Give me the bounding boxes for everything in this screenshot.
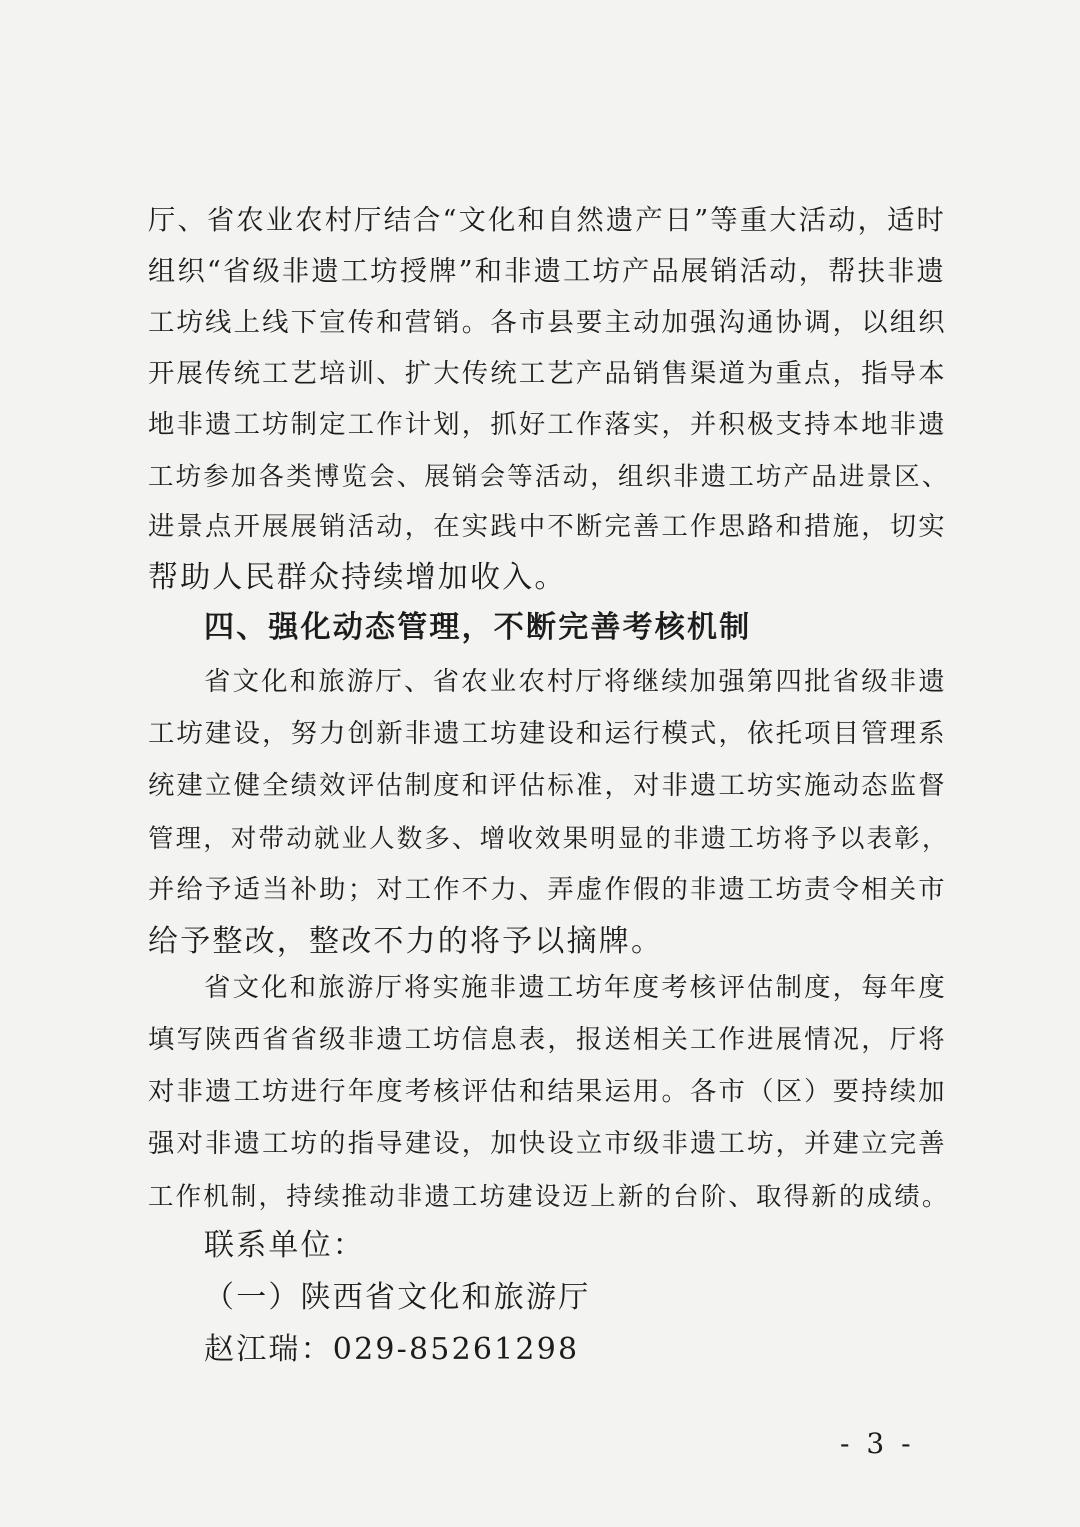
body-text-line: 统建立健全绩效评估制度和评估标准，对非遗工坊实施动态监督 — [148, 771, 947, 801]
body-text-line: 省文化和旅游厅、省农业农村厅将继续加强第四批省级非遗 — [204, 667, 947, 697]
page-number: - 3 - — [840, 1427, 915, 1460]
body-text-line: 组织“省级非遗工坊授牌”和非遗工坊产品展销活动，帮扶非遗 — [148, 256, 946, 287]
body-text-line: 给予整改，整改不力的将予以摘牌。 — [148, 924, 664, 959]
body-text-line: 进景点开展展销活动，在实践中不断完善工作思路和措施，切实 — [148, 512, 947, 542]
body-text-line: 并给予适当补助；对工作不力、弄虚作假的非遗工坊责令相关市 — [148, 875, 947, 905]
body-text-line: 工坊线上线下宣传和营销。各市县要主动加强沟通协调，以组织 — [148, 308, 947, 338]
body-text-line: 省文化和旅游厅将实施非遗工坊年度考核评估制度，每年度 — [204, 973, 947, 1003]
section-heading: 四、强化动态管理，不断完善考核机制 — [204, 610, 752, 645]
body-text-line: 开展传统工艺培训、扩大传统工艺产品销售渠道为重点，指导本 — [148, 359, 947, 389]
body-text-line: 工作机制，持续推动非遗工坊建设迈上新的台阶、取得新的成绩。 — [148, 1181, 950, 1211]
body-text-line: 强对非遗工坊的指导建设，加快设立市级非遗工坊，并建立完善 — [148, 1129, 947, 1159]
contact-label: 联系单位： — [204, 1228, 365, 1263]
body-text-line: 管理，对带动就业人数多、增收效果明显的非遗工坊将予以表彰， — [148, 823, 950, 853]
body-text-line: 工坊建设，努力创新非遗工坊建设和运行模式，依托项目管理系 — [148, 719, 947, 749]
body-text-line: 填写陕西省省级非遗工坊信息表，报送相关工作进展情况，厅将 — [148, 1025, 947, 1055]
body-text-line: 对非遗工坊进行年度考核评估和结果运用。各市（区）要持续加 — [148, 1077, 947, 1107]
body-text-line: 工坊参加各类博览会、展销会等活动，组织非遗工坊产品进景区、 — [148, 461, 950, 491]
body-text-line: 地非遗工坊制定工作计划，抓好工作落实，并积极支持本地非遗 — [148, 410, 947, 440]
contact-person-phone: 赵江瑞：029-85261298 — [204, 1332, 580, 1367]
body-text-line: 帮助人民群众持续增加收入。 — [148, 560, 567, 595]
contact-unit: （一）陕西省文化和旅游厅 — [204, 1280, 591, 1315]
body-text-line: 厅、省农业农村厅结合“文化和自然遗产日”等重大活动，适时 — [148, 205, 946, 236]
